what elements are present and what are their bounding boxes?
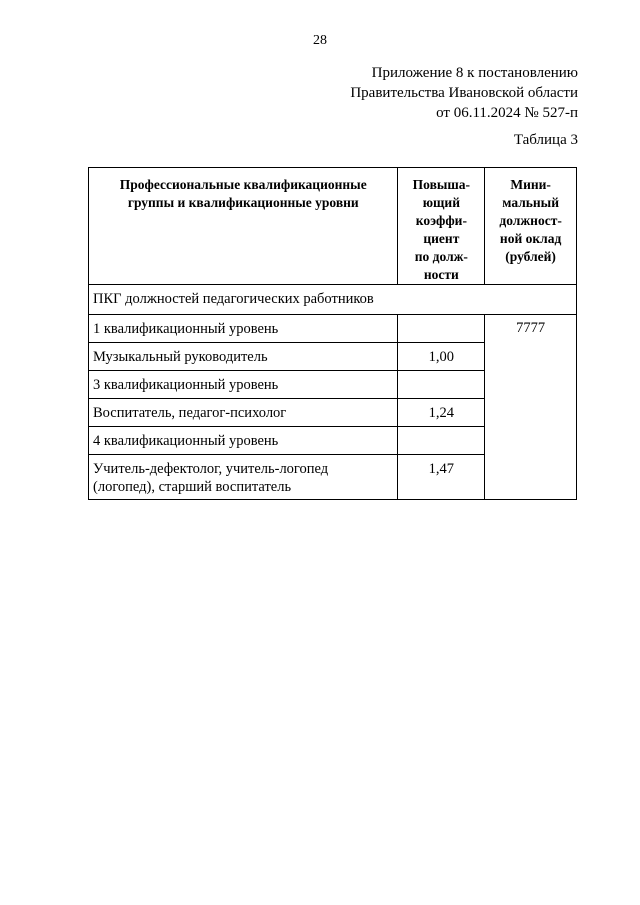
group-title — [89, 285, 577, 315]
header-col2-line: ности — [423, 267, 459, 282]
row-coef — [398, 343, 485, 371]
row-name — [89, 427, 398, 455]
table-row — [89, 315, 577, 343]
row-coef-text: 1,47 — [428, 461, 455, 477]
group-title-text: ПКГ должностей педагогических работников — [93, 291, 374, 307]
min-salary-value: 7777 — [516, 320, 546, 336]
row-name — [89, 455, 398, 500]
appendix-line-2: Правительства Ивановской области — [350, 85, 578, 101]
header-col3-line: должност- — [499, 213, 562, 228]
row-coef-text — [398, 427, 484, 432]
appendix-line-3: от 06.11.2024 № 527-п — [436, 105, 578, 121]
header-col3-line: Мини- — [510, 177, 551, 192]
row-name-text: Музыкальный руководитель — [93, 349, 268, 365]
row-name-text: 4 квалификационный уровень — [93, 433, 279, 449]
row-name-line2: (логопед), старший воспитатель — [93, 479, 292, 495]
header-col3-line: ной оклад — [499, 231, 562, 246]
header-col1-line1: Профессиональные квалификационные — [119, 177, 367, 192]
appendix-line-1: Приложение 8 к постановлению — [371, 65, 578, 81]
table-header-row — [89, 168, 577, 285]
group-title-row — [89, 285, 577, 315]
row-coef-text — [398, 371, 484, 376]
row-coef-text: 1,24 — [428, 405, 455, 421]
header-col3-line: мальный — [502, 195, 560, 210]
header-min-salary — [485, 168, 577, 285]
row-coef — [398, 315, 485, 343]
row-coef — [398, 399, 485, 427]
row-name-line1: Учитель-дефектолог, учитель-логопед — [93, 461, 329, 477]
header-col2-line: коэффи- — [415, 213, 467, 228]
row-name — [89, 399, 398, 427]
header-col2-line: по долж- — [414, 249, 468, 264]
row-name — [89, 371, 398, 399]
row-name-text: 1 квалификационный уровень — [93, 321, 279, 337]
row-name — [89, 315, 398, 343]
row-name — [89, 343, 398, 371]
table-label: Таблица 3 — [513, 132, 578, 148]
row-coef — [398, 455, 485, 500]
appendix-header — [350, 63, 578, 123]
header-col2-line: ющий — [422, 195, 460, 210]
header-qualification-groups — [89, 168, 398, 285]
salary-table — [88, 167, 577, 500]
header-col3-line: (рублей) — [505, 249, 556, 264]
row-name-text: 3 квалификационный уровень — [93, 377, 279, 393]
header-col1-line2: группы и квалификационные уровни — [127, 195, 359, 210]
row-coef — [398, 371, 485, 399]
header-col2-line: Повыша- — [412, 177, 471, 192]
row-name-text: Воспитатель, педагог-психолог — [93, 405, 287, 421]
header-col2-line: циент — [423, 231, 460, 246]
row-name-text — [89, 455, 397, 496]
row-coef — [398, 427, 485, 455]
row-coef-text — [398, 315, 484, 320]
page-number: 28 — [313, 33, 327, 48]
header-coefficient — [398, 168, 485, 285]
min-salary-cell — [485, 315, 577, 500]
row-coef-text: 1,00 — [428, 349, 455, 365]
